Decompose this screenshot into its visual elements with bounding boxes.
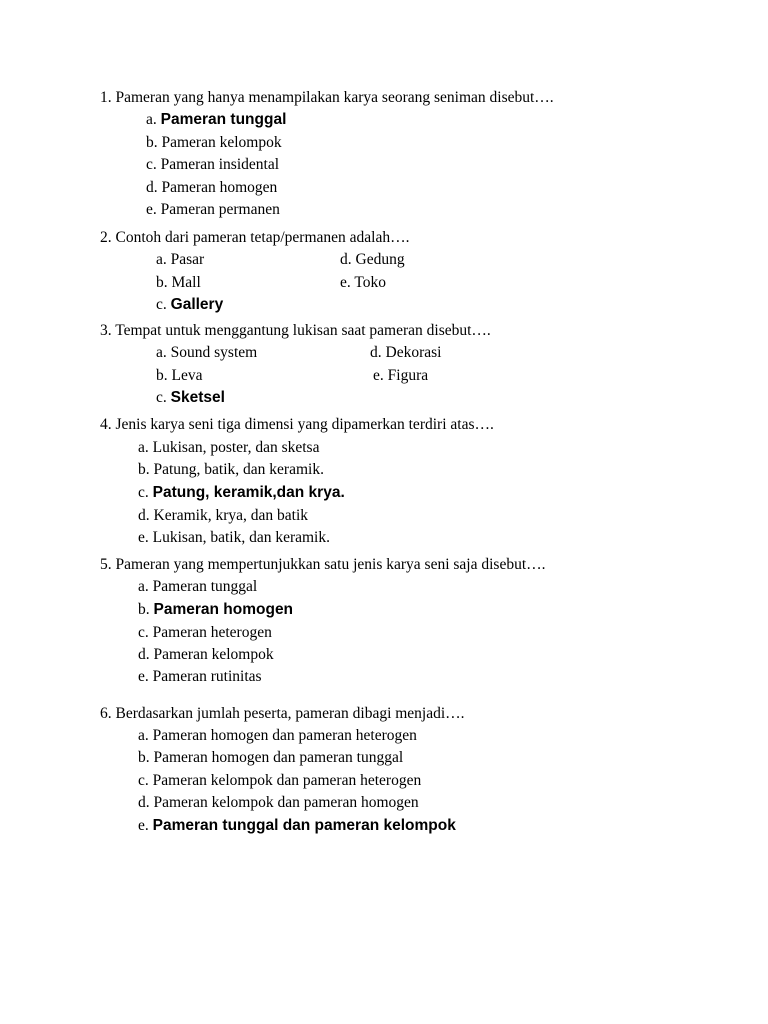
option-text: Pameran kelompok dan pameran homogen <box>153 794 419 811</box>
option-text: Pameran heterogen <box>152 624 272 641</box>
option-letter: a. <box>138 727 149 744</box>
question-6 <box>100 704 465 724</box>
option-letter: e. <box>138 817 149 834</box>
option-text: Pameran insidental <box>160 156 280 173</box>
option-letter: c. <box>156 296 167 313</box>
option-letter: e. <box>340 274 351 291</box>
option-text: Pasar <box>170 251 205 268</box>
question-4 <box>100 415 494 435</box>
option-letter: c. <box>138 624 149 641</box>
option <box>138 793 419 813</box>
option <box>146 155 279 175</box>
option <box>138 506 308 526</box>
option-letter: c. <box>146 156 157 173</box>
question-number: 2. <box>100 229 112 246</box>
option <box>156 295 223 315</box>
option <box>146 110 286 130</box>
option-letter: e. <box>373 367 384 384</box>
option <box>146 200 280 220</box>
option <box>156 388 225 408</box>
option <box>138 460 324 480</box>
option-text: Dekorasi <box>385 344 442 361</box>
option-letter: c. <box>156 389 167 406</box>
question-number: 3. <box>100 322 112 339</box>
option <box>138 483 345 503</box>
correct-answer: Pameran tunggal <box>160 111 287 128</box>
option-text: Pameran kelompok <box>161 134 282 151</box>
option-text: Pameran homogen dan pameran tunggal <box>153 749 404 766</box>
question-text: Pameran yang mempertunjukkan satu jenis karya seni saja disebut…. <box>115 556 546 573</box>
option-text: Leva <box>171 367 203 384</box>
option <box>156 343 257 363</box>
option <box>138 577 257 597</box>
option-text: Gedung <box>355 251 405 268</box>
question-5 <box>100 555 546 575</box>
question-3 <box>100 321 491 341</box>
option-letter: b. <box>138 749 150 766</box>
question-text: Berdasarkan jumlah peserta, pameran dibagi menjadi…. <box>115 705 465 722</box>
option-letter: a. <box>156 344 167 361</box>
option-letter: b. <box>146 134 158 151</box>
correct-answer: Sketsel <box>170 389 225 406</box>
option <box>156 273 201 293</box>
option <box>373 366 428 386</box>
option <box>138 667 262 687</box>
option <box>138 623 272 643</box>
option-letter: c. <box>138 772 149 789</box>
option-letter: d. <box>138 646 150 663</box>
option-letter: a. <box>138 439 149 456</box>
question-text: Pameran yang hanya menampilakan karya seorang seniman disebut…. <box>115 89 554 106</box>
correct-answer: Patung, keramik,dan krya. <box>152 484 345 501</box>
option-letter: e. <box>138 529 149 546</box>
option <box>146 133 282 153</box>
option-text: Lukisan, poster, dan sketsa <box>152 439 320 456</box>
option-letter: b. <box>138 601 150 618</box>
question-number: 4. <box>100 416 112 433</box>
option-text: Sound system <box>170 344 258 361</box>
option <box>156 366 202 386</box>
option-text: Pameran kelompok dan pameran heterogen <box>152 772 422 789</box>
option <box>138 816 456 836</box>
option-letter: a. <box>138 578 149 595</box>
question-number: 6. <box>100 705 112 722</box>
question-2 <box>100 228 409 248</box>
option-letter: c. <box>138 484 149 501</box>
option-letter: d. <box>146 179 158 196</box>
option <box>138 600 293 620</box>
question-number: 5. <box>100 556 112 573</box>
option-text: Pameran kelompok <box>153 646 274 663</box>
question-1 <box>100 88 554 108</box>
option <box>138 528 330 548</box>
option-letter: d. <box>340 251 352 268</box>
option-text: Pameran homogen <box>161 179 278 196</box>
option-letter: a. <box>146 111 157 128</box>
option-text: Keramik, krya, dan batik <box>153 507 309 524</box>
correct-answer: Gallery <box>170 296 224 313</box>
correct-answer: Pameran homogen <box>153 601 294 618</box>
option-text: Patung, batik, dan keramik. <box>153 461 324 478</box>
option-letter: a. <box>156 251 167 268</box>
option-letter: b. <box>156 367 168 384</box>
option-text: Pameran permanen <box>160 201 280 218</box>
option <box>146 178 277 198</box>
option <box>138 645 274 665</box>
option <box>340 250 405 270</box>
option-text: Mall <box>171 274 201 291</box>
option <box>138 438 319 458</box>
option <box>138 748 403 768</box>
option <box>156 250 204 270</box>
option-letter: d. <box>138 794 150 811</box>
option <box>138 726 417 746</box>
option-text: Figura <box>387 367 429 384</box>
option-letter: e. <box>146 201 157 218</box>
option-text: Toko <box>354 274 387 291</box>
option-letter: d. <box>370 344 382 361</box>
option-letter: b. <box>156 274 168 291</box>
option-letter: d. <box>138 507 150 524</box>
option-text: Pameran tunggal <box>152 578 258 595</box>
option-text: Pameran rutinitas <box>152 668 262 685</box>
option-text: Lukisan, batik, dan keramik. <box>152 529 330 546</box>
question-number: 1. <box>100 89 112 106</box>
correct-answer: Pameran tunggal dan pameran kelompok <box>152 817 456 834</box>
option <box>340 273 386 293</box>
question-text: Tempat untuk menggantung lukisan saat pameran disebut…. <box>115 322 491 339</box>
option-letter: e. <box>138 668 149 685</box>
question-text: Jenis karya seni tiga dimensi yang dipamerkan terdiri atas…. <box>115 416 494 433</box>
option-letter: b. <box>138 461 150 478</box>
option <box>138 771 421 791</box>
question-text: Contoh dari pameran tetap/permanen adalah…. <box>115 229 410 246</box>
option <box>370 343 441 363</box>
option-text: Pameran homogen dan pameran heterogen <box>152 727 417 744</box>
